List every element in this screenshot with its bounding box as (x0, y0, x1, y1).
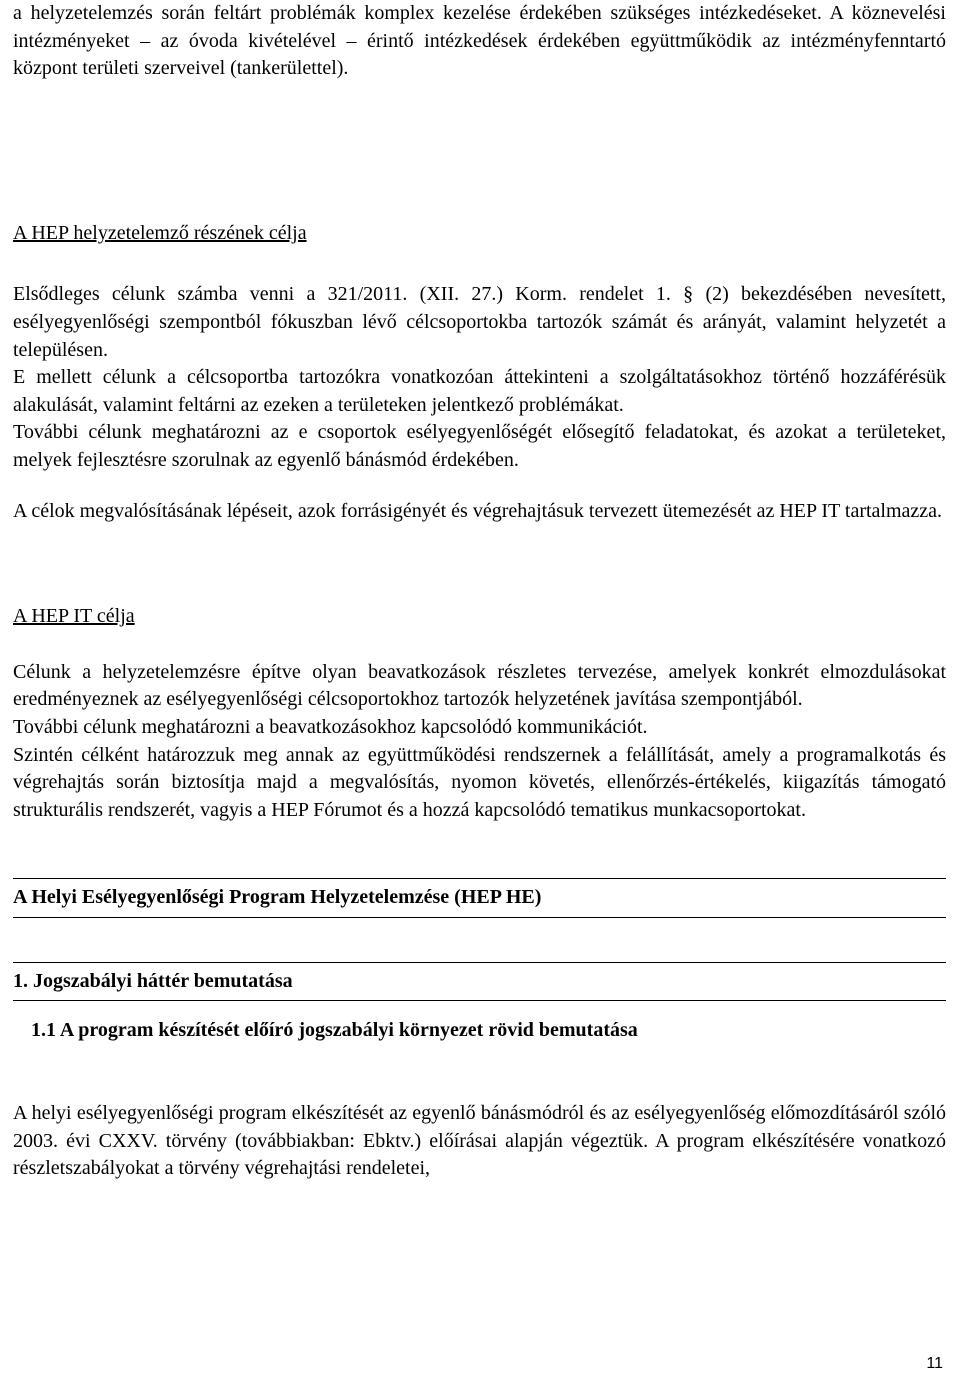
paragraph-hep-it-3: Szintén célként határozzuk meg annak az együttműködési rendszernek a felállítását, amely a programalkotás és végrehajtás során biztosítja majd a megvalósítás, nyomon követés, ellenőrzés-értékelés, kiigazítás támogató strukturális rendszerét, vagyis a HEP Fórumot és a hozzá kapcsolódó tematikus munkacsoportokat. (13, 743, 946, 821)
heading-hep-helyzetelemzo: A HEP helyzetelemző részének célja (13, 221, 307, 244)
heading-hep-he: A Helyi Esélyegyenlőségi Program Helyzetelemzése (HEP HE) (13, 878, 946, 918)
page-number: 11 (926, 1355, 943, 1372)
paragraph-hep-goal-2: E mellett célunk a célcsoportba tartozókra vonatkozóan áttekinteni a szolgáltatásokhoz történő hozzáférésük alakulását, valamint feltárni az ezeken a területeken jelentkező problémákat. (13, 366, 946, 416)
paragraph-hep-goal-4: A célok megvalósításának lépéseit, azok forrásigényét és végrehajtásuk tervezett ütemezését az HEP IT tartalmazza. (13, 499, 943, 522)
heading-section-1: 1. Jogszabályi háttér bemutatása (13, 962, 946, 1002)
paragraph-hep-it-2: További célunk meghatározni a beavatkozásokhoz kapcsolódó kommunikációt. (13, 715, 648, 738)
document-page (13, 0, 946, 1183)
paragraph-legal-background: A helyi esélyegyenlőségi program elkészítését az egyenlő bánásmódról és az esélyegyenlőség előmozdításáról szóló 2003. évi CXXV. törvény (továbbiakban: Ebktv.) előírásai alapján végeztük. A program elkészítésére vonatkozó részletszabályokat a törvény végrehajtási rendeletei, (13, 1102, 946, 1180)
paragraph-hep-goal-3: További célunk meghatározni az e csoportok esélyegyenlőségét elősegítő feladatokat, és azokat a területeket, melyek fejlesztésre szorulnak az egyenlő bánásmód érdekében. (13, 421, 946, 471)
paragraph-hep-it-1: Célunk a helyzetelemzésre építve olyan beavatkozások részletes tervezése, amelyek konkrét elmozdulásokat eredményeznek az esélyegyenlőségi célcsoportokhoz tartozók helyzetének javítása szempontjából. (13, 660, 946, 711)
heading-section-1-1: 1.1 A program készítését előíró jogszabályi környezet rövid bemutatása (31, 1019, 638, 1042)
paragraph-intro: a helyzetelemzés során feltárt problémák komplex kezelése érdekében szükséges intézkedéseket. A köznevelési intézményeket – az óvoda kivételével – érintő intézkedések érdekében együttműködik az intézményfenntartó központ területi szerveivel (tankerülettel). (13, 2, 946, 80)
heading-hep-it: A HEP IT célja (13, 605, 135, 628)
paragraph-hep-goal-1: Elsődleges célunk számba venni a 321/2011. (XII. 27.) Korm. rendelet 1. § (2) bekezdésében nevesített, esélyegyenlőségi szempontból fókuszban lévő célcsoportokba tartozók számát és arányát, valamint helyzetét a településen. (13, 283, 946, 361)
